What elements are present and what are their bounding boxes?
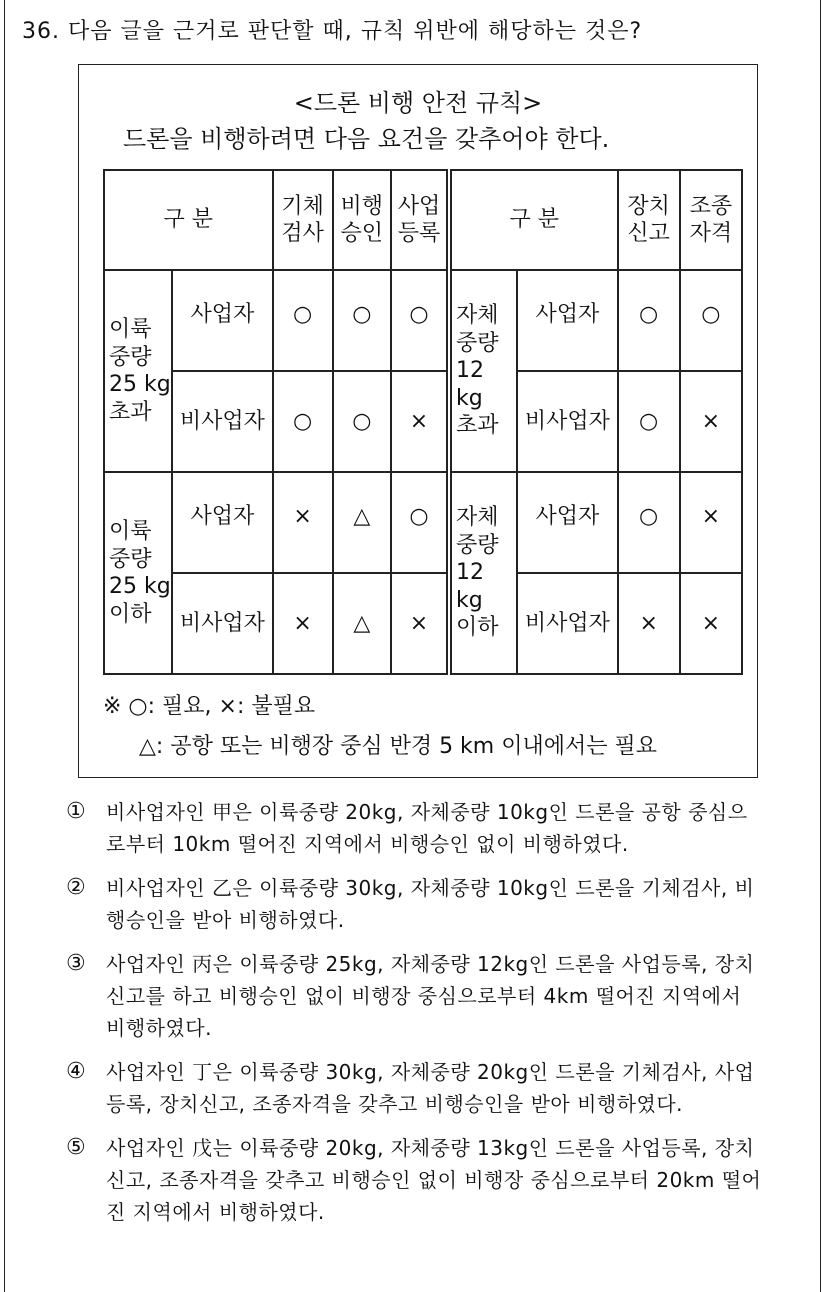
row-non-business: 비사업자 xyxy=(172,573,272,674)
option-number: ③ xyxy=(66,951,87,976)
option-number: ① xyxy=(66,799,87,824)
cell-mark: ○ xyxy=(333,270,391,371)
row-business: 사업자 xyxy=(517,270,617,371)
col-flight-approval: 비행 승인 xyxy=(333,170,391,270)
table-row xyxy=(104,270,742,371)
cell-mark: ○ xyxy=(618,371,680,472)
cell-mark: × xyxy=(391,573,449,674)
row-non-business: 비사업자 xyxy=(517,371,617,472)
group-takeoff-over-25: 이륙 중량 25 kg 초과 xyxy=(104,270,172,472)
col-inspection: 기체 검사 xyxy=(273,170,333,270)
row-business: 사업자 xyxy=(517,472,617,573)
cell-mark: △ xyxy=(333,472,391,573)
question-text: 36. 다음 글을 근거로 판단할 때, 규칙 위반에 해당하는 것은? xyxy=(22,19,643,44)
cell-mark: △ xyxy=(333,573,391,674)
option-text: 사업자인 戊는 이륙중량 20kg, 자체중량 13kg인 드론을 사업등록, 장치신고, 조종자격을 갖추고 비행승인 없이 비행장 중심으로부터 20km 떨어진 지역에서 비행하였다. xyxy=(106,1136,762,1224)
cell-mark: ○ xyxy=(273,371,333,472)
table-row xyxy=(104,472,742,573)
cell-mark: ○ xyxy=(391,472,449,573)
group-takeoff-under-25: 이륙 중량 25 kg 이하 xyxy=(104,472,172,674)
row-business: 사업자 xyxy=(172,472,272,573)
option-text: 비사업자인 甲은 이륙중량 20kg, 자체중량 10kg인 드론을 공항 중심으로부터 10km 떨어진 지역에서 비행승인 없이 비행하였다. xyxy=(106,800,748,856)
col-pilot-qualification: 조종 자격 xyxy=(680,170,742,270)
row-non-business: 비사업자 xyxy=(517,573,617,674)
cell-mark: × xyxy=(273,573,333,674)
cell-mark: ○ xyxy=(618,270,680,371)
rules-box xyxy=(78,64,758,778)
col-business-registration: 사업 등록 xyxy=(391,170,449,270)
option-number: ④ xyxy=(66,1059,87,1084)
table-row xyxy=(104,573,742,674)
row-business: 사업자 xyxy=(172,270,272,371)
rules-intro: 드론을 비행하려면 다음 요건을 갖추어야 한다. xyxy=(123,125,610,153)
option-text: 비사업자인 乙은 이륙중량 30kg, 자체중량 10kg인 드론을 기체검사, 비행승인을 받아 비행하였다. xyxy=(106,876,755,932)
row-non-business: 비사업자 xyxy=(172,371,272,472)
table-row xyxy=(104,371,742,472)
option-text: 사업자인 丙은 이륙중량 25kg, 자체중량 12kg인 드론을 사업등록, 장치신고를 하고 비행승인 없이 비행장 중심으로부터 4km 떨어진 지역에서 비행하였다. xyxy=(106,952,755,1040)
cell-mark: × xyxy=(618,573,680,674)
option-3[interactable] xyxy=(66,948,766,1044)
group-self-under-12: 자체 중량 12 kg 이하 xyxy=(449,472,517,674)
option-4[interactable] xyxy=(66,1056,766,1120)
col-device-report: 장치 신고 xyxy=(618,170,680,270)
option-5[interactable] xyxy=(66,1132,766,1228)
option-2[interactable] xyxy=(66,872,766,936)
cell-mark: × xyxy=(273,472,333,573)
option-number: ⑤ xyxy=(66,1135,87,1160)
triangle-note: △: 공항 또는 비행장 중심 반경 5 km 이내에서는 필요 xyxy=(139,734,657,759)
option-number: ② xyxy=(66,875,87,900)
header-left: 구 분 xyxy=(104,170,273,270)
option-1[interactable] xyxy=(66,796,766,860)
cell-mark: ○ xyxy=(680,270,742,371)
answer-options xyxy=(66,796,766,1240)
rules-table xyxy=(103,169,743,675)
option-text: 사업자인 丁은 이륙중량 30kg, 자체중량 20kg인 드론을 기체검사, 사업등록, 장치신고, 조종자격을 갖추고 비행승인을 받아 비행하였다. xyxy=(106,1060,755,1116)
cell-mark: ○ xyxy=(618,472,680,573)
table-header-row xyxy=(104,170,742,270)
cell-mark: × xyxy=(680,472,742,573)
cell-mark: ○ xyxy=(273,270,333,371)
cell-mark: × xyxy=(680,371,742,472)
cell-mark: ○ xyxy=(391,270,449,371)
header-right: 구 분 xyxy=(449,170,618,270)
group-self-over-12: 자체 중량 12 kg 초과 xyxy=(449,270,517,472)
rules-title: <드론 비행 안전 규칙> xyxy=(293,89,543,117)
cell-mark: ○ xyxy=(333,371,391,472)
legend-note: ※ ○: 필요, ×: 불필요 xyxy=(103,694,316,719)
cell-mark: × xyxy=(391,371,449,472)
cell-mark: × xyxy=(680,573,742,674)
